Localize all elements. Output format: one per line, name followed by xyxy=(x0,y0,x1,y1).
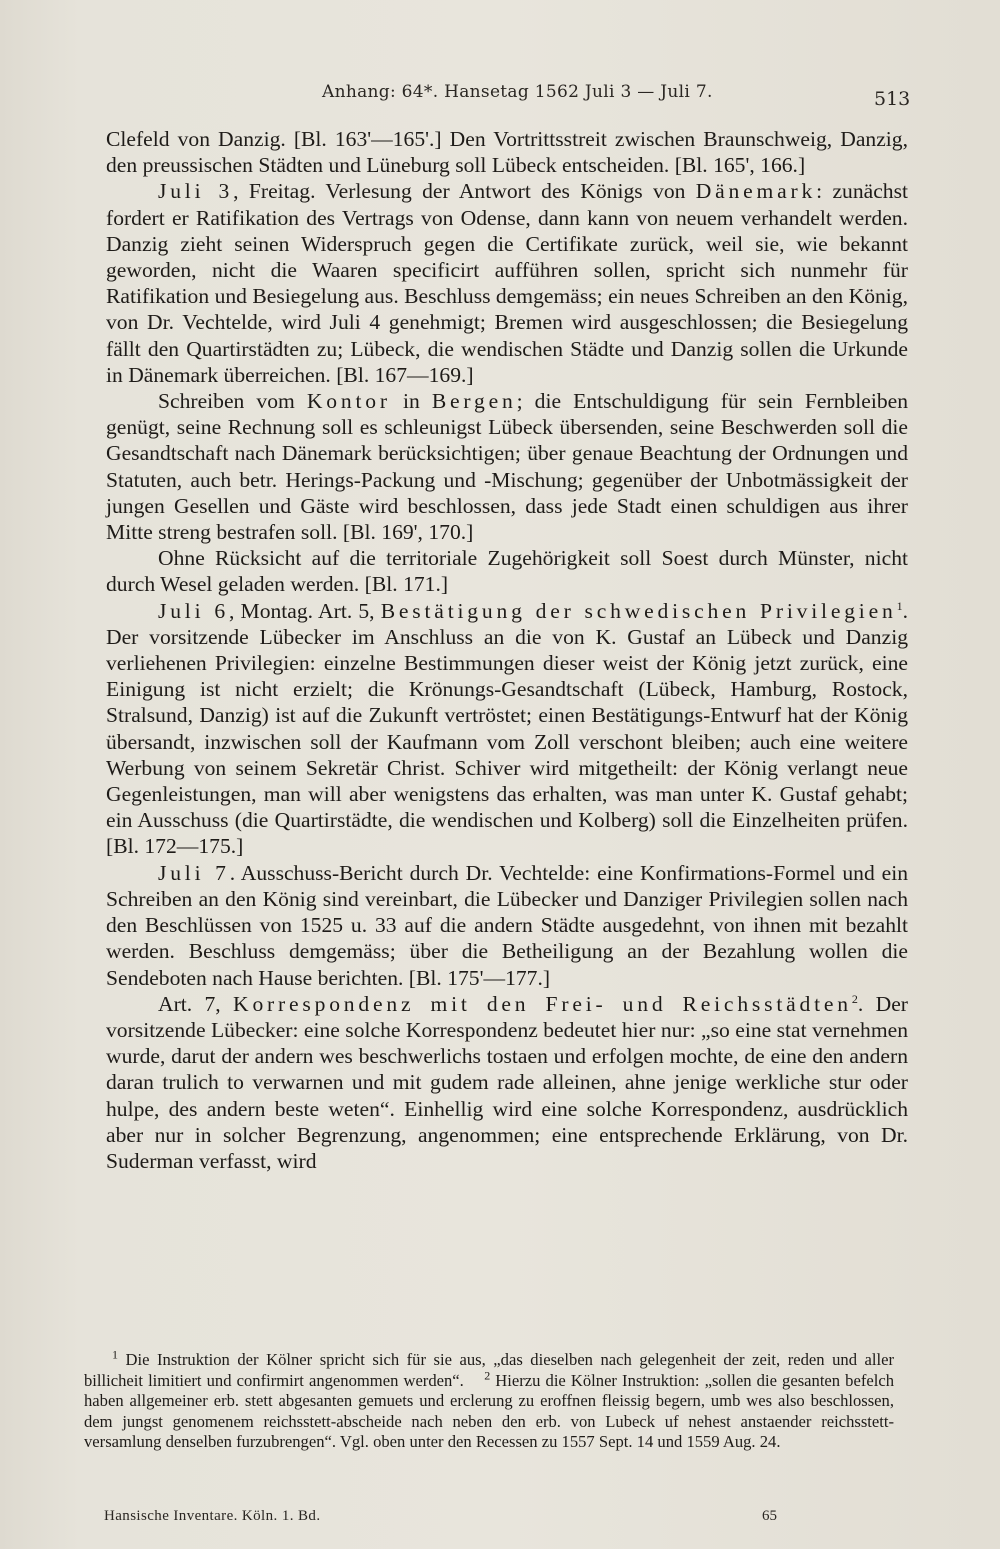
series-title: Hansische Inventare. Köln. 1. Bd. xyxy=(104,1508,321,1524)
paragraph: Juli 6, Montag. Art. 5, Bestätigung der schwedischen Privilegien$^1$. Der vorsitzende Lübecker im Anschluss an die von K. Gustaf an Lübeck und Danzig verliehenen Privilegien: einzelne Bestimmungen dieser weist der König jetzt zurück, eine Einigung ist nicht erzielt; die Krönungs-Gesandtschaft (Lübeck, Hamburg, Rostock, Stralsund, Danzig) ist auf die Zukunft vertröstet; einen Bestätigungs-Entwurf hat der König übersandt, inzwischen soll der Kaufmann vom Zoll verschont bleiben; auch eine weitere Werbung von seinem Sekretär Christ. Schiver wird mitgetheilt: der König verlangt neue Gegenleistungen, man will aber wenigstens das erhalten, was man unter K. Gustaf gehabt; ein Ausschuss (die Quartirstädte, die wendischen und Kolberg) soll die Einzelheiten prüfen. [Bl. 172—175.] xyxy=(106,598,908,859)
page-footer xyxy=(0,1508,1000,1532)
keyword: Bergen xyxy=(431,389,517,414)
page-number: 513 xyxy=(874,88,911,110)
footnote: $^1$ Die Instruktion der Kölner spricht sich für sie aus, „das dieselben nach gelegenheit der zeit, reden und aller billicheit limitiert und confirmirt angenommen werden“. $^2$ Hierzu die Kölner Instruktion: „sollen die gesanten befelch haben allgemeiner erb. stett abgesanten gemuets und erclerung zu eroffnen fleissig begern, umb wes also beschlossen, dem jungst genomenem reichsstett-abscheide nach neben den erb. von Lubeck uf nehest anstaender reichsstett-versamlung denselben furzubrengen“. Vgl. oben unter den Recessen zu 1557 Sept. 14 und 1559 Aug. 24. xyxy=(84,1347,895,1452)
footnote-ref: 2 xyxy=(851,991,858,1006)
footnote-mark: 2 xyxy=(484,1368,491,1383)
running-head xyxy=(0,82,1000,112)
footnote-ref: 1 xyxy=(896,598,903,613)
paragraph: Clefeld von Danzig. [Bl. 163'—165'.] Den Vortrittsstreit zwischen Braunschweig, Danzig, den preussischen Städten und Lüneburg soll Lübeck entscheiden. [Bl. 165', 166.] xyxy=(106,127,908,178)
paragraph: Juli 7. Ausschuss-Bericht durch Dr. Vechtelde: eine Konfirmations-Formel und ein Schreiben an den König sind vereinbart, die Lübecker und Danziger Privilegien sollen nach den Beschlüssen von 1525 u. 33 auf die andern Städte ausgedehnt, von ihnen mit bezahlt werden. Beschluss demgemäss; über die Betheiligung an der Bezahlung wollen die Sendeboten nach Hause berichten. [Bl. 175'—177.] xyxy=(106,860,908,990)
footnotes xyxy=(84,1347,895,1453)
paragraph: Schreiben vom Kontor in Bergen; die Entschuldigung für sein Fernbleiben genügt, seine Rechnung soll es schleunigst Lübeck übersenden, seine Beschwerden soll die Gesandtschaft nach Dänemark berücksichtigen; über genaue Beachtung der Ordnungen und Statuten, auch betr. Herings-Packung und -Mischung; gegenüber der Unbotmässigkeit der jungen Gesellen und Gäste wird beschlossen, dass jede Stadt einen schuldigen aus ihrer Mitte streng bestrafen soll. [Bl. 169', 170.] xyxy=(106,389,909,545)
keyword: Bestätigung der schwedischen Privilegien xyxy=(380,598,897,623)
keyword: Korrespondenz mit den Frei- und Reichsstädten xyxy=(233,991,852,1016)
keyword: Dänemark xyxy=(695,179,817,204)
keyword: Kontor xyxy=(306,389,391,414)
date-label: Juli 3 xyxy=(158,179,234,204)
date-label: Juli 7 xyxy=(158,860,230,885)
date-label: Juli 6 xyxy=(158,598,229,623)
sheet-signature: 65 xyxy=(762,1508,777,1524)
footnote-mark: 1 xyxy=(112,1347,118,1362)
paragraph: Juli 3, Freitag. Verlesung der Antwort des Königs von Dänemark: zunächst fordert er Ratifikation des Vertrags von Odense, dann kann von neuem verhandelt werden. Danzig zieht seinen Widerspruch gegen die Certifikate zurück, weil sie, wie bekannt geworden, nicht die Waaren specificirt aufführen sollen, spricht sich nunmehr für Ratifikation und Besiegelung aus. Beschluss demgemäss; ein neues Schreiben an den König, von Dr. Vechtelde, wird Juli 4 genehmigt; Bremen wird ausgeschlossen; die Besiegelung fällt den Quartirstädten zu; Lübeck, die wendischen Städte und Danzig sollen die Urkunde in Dänemark überreichen. [Bl. 167—169.] xyxy=(106,179,909,387)
paragraph: Ohne Rücksicht auf die territoriale Zugehörigkeit soll Soest durch Münster, nicht durch Wesel geladen werden. [Bl. 171.] xyxy=(106,546,908,597)
main-text xyxy=(106,126,908,1174)
paragraph: Art. 7, Korrespondenz mit den Frei- und Reichsstädten$^2$. Der vorsitzende Lübecker: eine solche Korrespondenz bedeutet hier nur: „so eine stat vernehmen wurde, darut der andern wes beschwerlichs tostaen und erfolgen mochte, de eine den andern daran trulich to verwarnen und mit gudem rade alleinen, ahne jenige werkliche stur oder hulpe, des andern beste weten“. Einhellig wird eine solche Korrespondenz, ausdrücklich aber nur in solcher Begrenzung, angenommen; eine entsprechende Erklärung, von Dr. Suderman verfasst, wird xyxy=(106,991,908,1173)
running-title: Anhang: 64*. Hansetag 1562 Juli 3 — Juli 7. xyxy=(322,82,713,102)
